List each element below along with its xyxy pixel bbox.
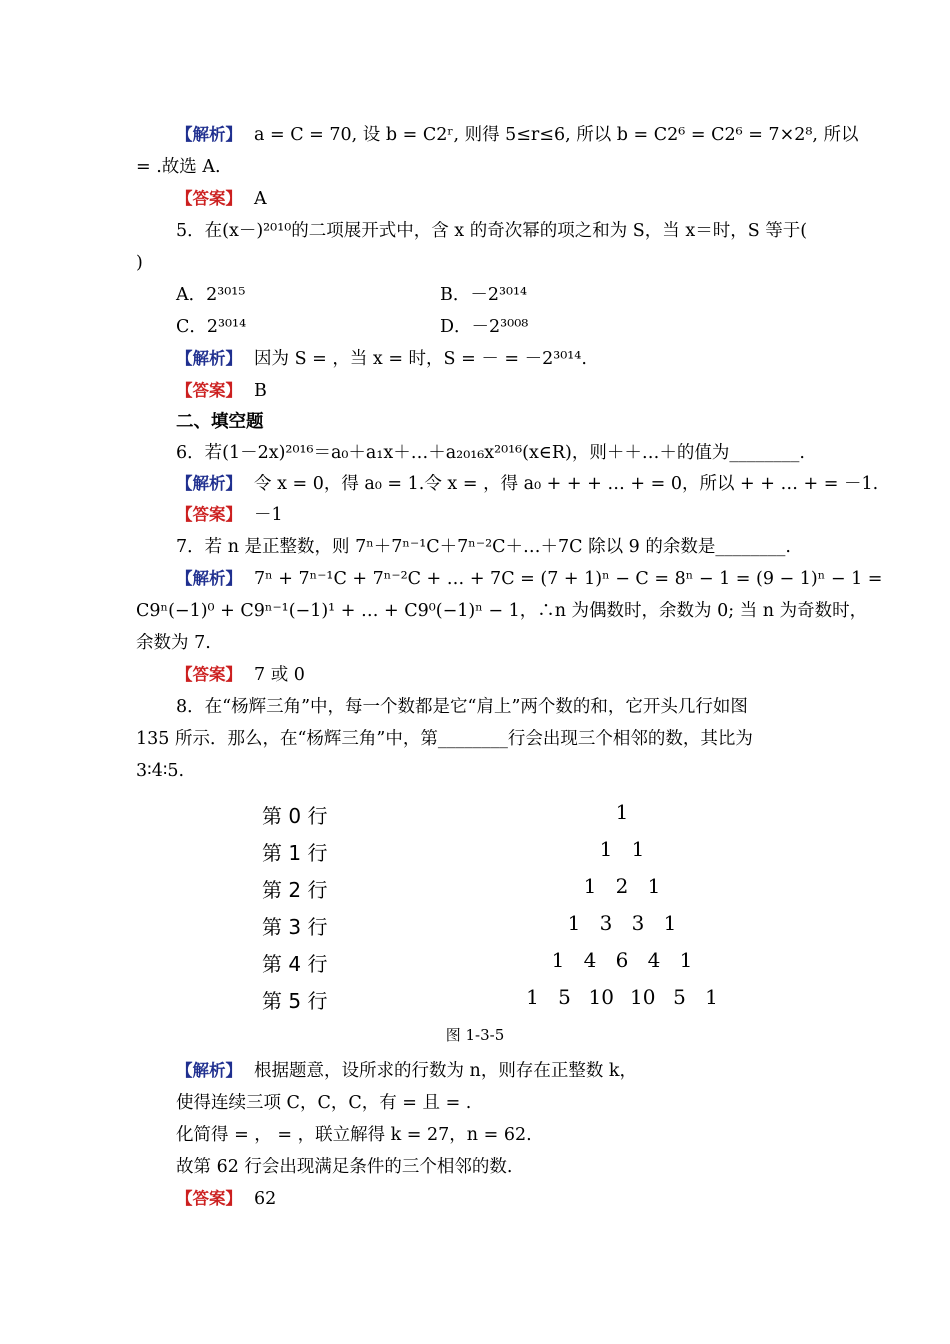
triangle-number: 1	[631, 837, 645, 861]
analysis-tag: 【解析】	[176, 349, 242, 368]
analysis-tag: 【解析】	[176, 569, 242, 588]
triangle-number: 10	[588, 985, 614, 1009]
q6-analysis-line	[176, 473, 879, 495]
triangle-number: 1	[679, 948, 693, 972]
triangle-row	[262, 911, 782, 941]
triangle-row-label: 第 5 行	[262, 989, 328, 1013]
triangle-number: 1	[663, 911, 677, 935]
q7-answer-line	[176, 664, 866, 686]
triangle-number: 1	[526, 985, 539, 1009]
triangle-row	[262, 874, 782, 904]
triangle-row	[262, 985, 782, 1015]
q5-stem-line-2: )	[136, 253, 143, 273]
triangle-row	[262, 837, 782, 867]
q5-option-c: C．2³⁰¹⁴	[176, 317, 247, 337]
triangle-number: 1	[583, 874, 597, 898]
triangle-row-label: 第 2 行	[262, 878, 328, 902]
triangle-number: 6	[615, 948, 629, 972]
q5-analysis-text: 因为 S = ，当 x = 时，S = － = －2³⁰¹⁴.	[254, 349, 587, 369]
q5-analysis-line	[176, 348, 866, 370]
q4-analysis-line-1	[176, 124, 866, 146]
q8-stem-line-1: 8．在“杨辉三角”中，每一个数都是它“肩上”两个数的和，它开头几行如图	[176, 697, 748, 717]
q4-analysis-line-2: = .故选 A.	[136, 157, 221, 177]
q4-answer-line	[176, 188, 866, 210]
q5-stem-line-1: 5．在(x－)²⁰¹⁰的二项展开式中，含 x 的奇次幂的项之和为 S，当 x＝时，S 等于(	[176, 221, 808, 241]
q5-option-a: A．2³⁰¹⁵	[176, 285, 246, 305]
q5-answer-text: B	[254, 381, 267, 401]
q8-analysis-line-2: 使得连续三项 C，C，C，有 = 且 = .	[176, 1093, 472, 1113]
q6-analysis-text: 令 x = 0，得 a₀ = 1.令 x = ，得 a₀ + + + … + = 0，所以 + + … + = －1.	[254, 474, 879, 494]
triangle-number: 10	[630, 985, 656, 1009]
triangle-number: 1	[615, 800, 629, 824]
triangle-row-label: 第 4 行	[262, 952, 328, 976]
triangle-number: 1	[567, 911, 581, 935]
triangle-row-numbers	[492, 948, 752, 972]
answer-tag: 【答案】	[176, 189, 242, 208]
q5-option-d: D．－2³⁰⁰⁸	[440, 317, 529, 337]
triangle-number: 1	[551, 948, 565, 972]
q4-answer-text: A	[254, 189, 267, 209]
q5-answer-line	[176, 380, 866, 402]
q8-analysis-line-1	[176, 1060, 866, 1082]
analysis-tag: 【解析】	[176, 1061, 242, 1080]
analysis-tag: 【解析】	[176, 474, 242, 493]
q6-stem: 6．若(1－2x)²⁰¹⁶＝a₀＋a₁x＋…＋a₂₀₁₆x²⁰¹⁶(x∈R)，则＋＋…＋的值为________.	[176, 443, 805, 463]
triangle-number: 1	[599, 837, 613, 861]
q6-answer-text: －1	[254, 505, 283, 525]
q7-analysis-line-1	[176, 568, 883, 590]
q7-analysis-line-3: 余数为 7.	[136, 633, 211, 653]
q8-analysis-text-1: 根据题意，设所求的行数为 n，则存在正整数 k，	[254, 1061, 637, 1081]
q5-option-b: B．－2³⁰¹⁴	[440, 285, 528, 305]
triangle-row-label: 第 0 行	[262, 804, 328, 828]
triangle-row-numbers	[492, 800, 752, 824]
q8-answer-line	[176, 1188, 866, 1210]
triangle-row	[262, 948, 782, 978]
q8-stem-line-3: 3∶4∶5.	[136, 761, 185, 781]
triangle-number: 5	[558, 985, 571, 1009]
q7-analysis-text-1: 7ⁿ + 7ⁿ⁻¹C + 7ⁿ⁻²C + … + 7C = (7 + 1)ⁿ − C = 8ⁿ − 1 = (9 − 1)ⁿ − 1 =	[254, 569, 883, 589]
q8-analysis-line-4: 故第 62 行会出现满足条件的三个相邻的数.	[176, 1157, 513, 1177]
triangle-row-numbers	[492, 837, 752, 861]
triangle-row-label: 第 1 行	[262, 841, 328, 865]
analysis-tag: 【解析】	[176, 125, 242, 144]
q8-answer-text: 62	[254, 1189, 277, 1209]
section-heading: 二、填空题	[176, 412, 264, 432]
answer-tag: 【答案】	[176, 1189, 242, 1208]
triangle-row-numbers	[492, 985, 752, 1009]
triangle-number: 4	[647, 948, 661, 972]
q4-analysis-text-1: a = C = 70, 设 b = C2ʳ, 则得 5≤r≤6, 所以 b = C2⁶ = C2⁶ = 7×2⁸, 所以	[254, 125, 859, 145]
q8-analysis-line-3: 化简得 = ， = ，联立解得 k = 27，n = 62.	[176, 1125, 532, 1145]
q7-stem: 7．若 n 是正整数，则 7ⁿ＋7ⁿ⁻¹C＋7ⁿ⁻²C＋…＋7C 除以 9 的余数是________.	[176, 537, 791, 557]
triangle-row-numbers	[492, 911, 752, 935]
answer-tag: 【答案】	[176, 381, 242, 400]
answer-tag: 【答案】	[176, 665, 242, 684]
triangle-number: 4	[583, 948, 597, 972]
q8-stem-line-2: 135 所示．那么，在“杨辉三角”中，第________行会出现三个相邻的数，其比为	[136, 729, 753, 749]
triangle-number: 3	[599, 911, 613, 935]
triangle-number: 1	[647, 874, 661, 898]
triangle-number: 3	[631, 911, 645, 935]
q7-analysis-line-2: C9ⁿ(−1)⁰ + C9ⁿ⁻¹(−1)¹ + … + C9⁰(−1)ⁿ − 1，∴n 为偶数时，余数为 0; 当 n 为奇数时，	[136, 601, 868, 621]
triangle-row-label: 第 3 行	[262, 915, 328, 939]
triangle-number: 5	[673, 985, 686, 1009]
triangle-number: 2	[615, 874, 629, 898]
figure-caption: 图 1-3-5	[445, 1026, 505, 1044]
triangle-row-numbers	[492, 874, 752, 898]
answer-tag: 【答案】	[176, 505, 242, 524]
q6-answer-line	[176, 504, 866, 526]
triangle-row	[262, 800, 782, 830]
q7-answer-text: 7 或 0	[254, 665, 305, 685]
triangle-number: 1	[705, 985, 718, 1009]
